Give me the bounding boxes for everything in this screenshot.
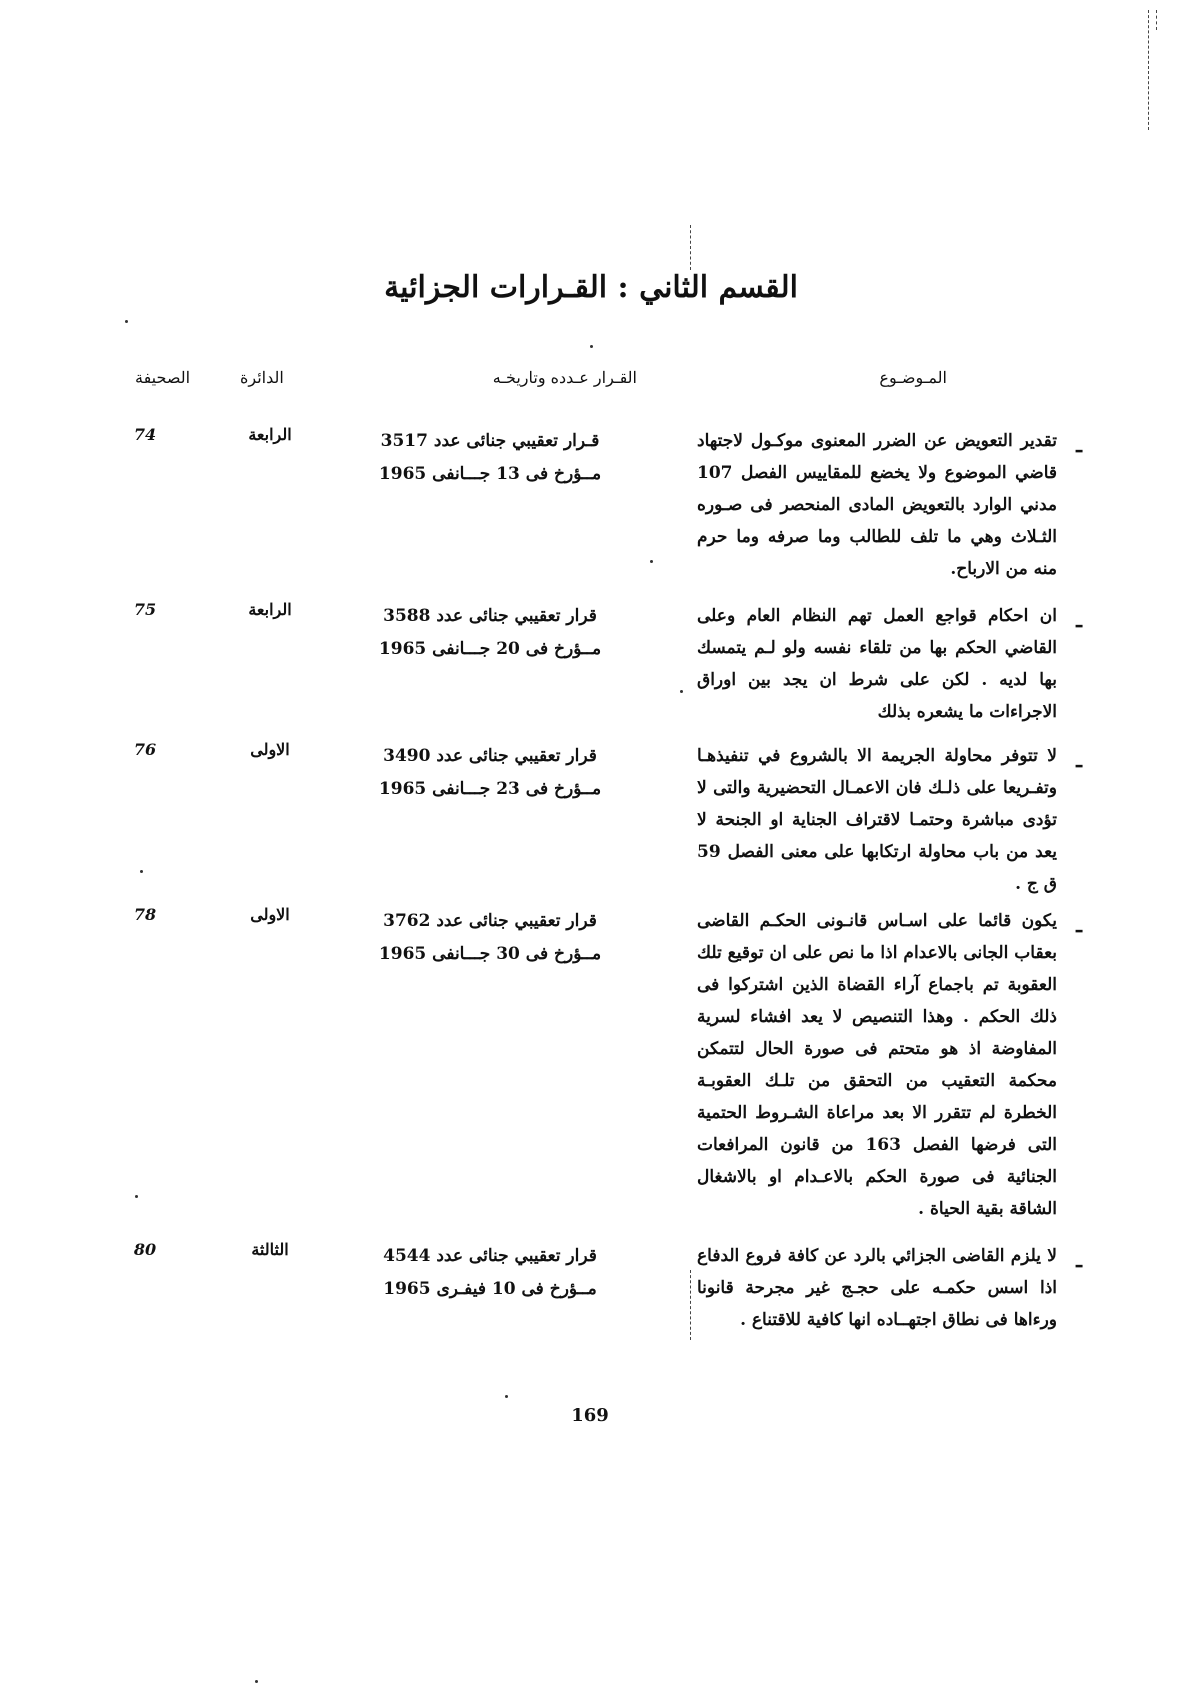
entry-subject: تقدير التعويض عن الضرر المعنوى موكـول لاجتهاد قاضي الموضوع ولا يخضع للمقاييس الفصل 107 مدني الوارد بالتعويض المادى المنحصر فى صـوره الثـلاث وهي ما تلف للطالب وما صرفه وما حرم منه من الارباح. xyxy=(697,431,1057,579)
scan-mark xyxy=(690,1270,691,1340)
column-header-chamber: الدائرة xyxy=(240,368,284,387)
entry-dash: ـ xyxy=(1076,608,1082,632)
entry-dash: ـ xyxy=(1076,913,1082,937)
entry-page-number: 78 xyxy=(133,905,157,924)
entry-decision xyxy=(335,905,645,971)
scan-speck xyxy=(140,870,143,873)
scan-speck xyxy=(680,690,683,693)
entry-page-number: 75 xyxy=(133,600,157,619)
decision-number: قرار تعقيبي جنائى عدد 3762 xyxy=(383,911,597,931)
decision-date: مــؤرخ فى 13 جـــانفى 1965 xyxy=(378,464,602,484)
entry-dash: ـ xyxy=(1076,1248,1082,1272)
decision-number: قرار تعقيبي جنائى عدد 3490 xyxy=(383,746,597,766)
entry-page-number: 80 xyxy=(133,1240,157,1259)
decision-date: مــؤرخ فى 10 فيفـرى 1965 xyxy=(383,1279,597,1299)
decision-date: مــؤرخ فى 23 جـــانفى 1965 xyxy=(378,779,602,799)
scan-mark xyxy=(1156,10,1157,30)
entry-page-number: 74 xyxy=(133,425,157,444)
decision-number: قرار تعقيبي جنائى عدد 4544 xyxy=(383,1246,597,1266)
entry-decision xyxy=(335,1240,645,1306)
entry-subject: لا يلزم القاضى الجزائي بالرد عن كافة فروع الدفاع اذا اسس حكمـه على حجـج غير مجرحة قانونا ورءاها فى نطاق اجتهــاده انها كافية للاقتناع . xyxy=(697,1246,1057,1330)
entry-dash: ـ xyxy=(1076,433,1082,457)
scan-speck xyxy=(255,1680,258,1683)
entry-subject: ان احكام قواجع العمل تهم النظام العام وعلى القاضي الحكم بها من تلقاء نفسه ولو لـم يتمسك بها لديه . لكن على شرط ان يجد بين اوراق الاجراءات ما يشعره بذلك xyxy=(697,606,1057,722)
entry-subject: يكون قائما على اسـاس قانـونى الحكـم القاضى بعقاب الجانى بالاعدام اذا ما نص على ان توقيع تلك العقوبة تم باجماع آراء القضاة الذين اشتركوا فى ذلك الحكم . وهذا التنصيص لا يعد افشاء لسرية المفاوضة اذ هو متحتم فى صورة الحال لتتمكن محكمة التعقيب من التحقق من تلـك العقوبـة الخطرة لم تتقرر الا بعد مراعاة الشـروط الحتمية التى فرضها الفصل 163 من قانون المرافعات الجنائية فى صورة الحكم بالاعـدام او بالاشغال الشاقة بقية الحياة . xyxy=(697,911,1057,1219)
footer-page-number: 169 xyxy=(571,1405,609,1426)
entry-decision xyxy=(335,425,645,491)
entry-chamber: الاولى xyxy=(250,905,290,924)
entry-page-number: 76 xyxy=(133,740,157,759)
entry-chamber: الاولى xyxy=(250,740,290,759)
decision-date: مــؤرخ فى 20 جـــانفى 1965 xyxy=(378,639,602,659)
page-title: القسم الثاني : القـرارات الجزائية xyxy=(384,270,798,305)
column-header-decision: القـرار عـدده وتاريخـه xyxy=(492,368,637,387)
entry-chamber: الرابعة xyxy=(248,600,292,619)
decision-number: قـرار تعقيبي جنائى عدد 3517 xyxy=(380,431,600,451)
scan-speck xyxy=(505,1395,508,1398)
scan-speck xyxy=(135,1195,138,1198)
column-headers xyxy=(0,368,1182,398)
entry-subject: لا تتوفر محاولة الجريمة الا بالشروع في تنفيذهـا وتفـريعا على ذلـك فان الاعمـال التحضيرية والتى لا تؤدى مباشرة وحتمـا لاقتراف الجناية او الجنحة لا يعد من باب محاولة ارتكابها على معنى الفصل 59 ق ج . xyxy=(697,746,1057,894)
scan-speck xyxy=(125,320,128,323)
scan-speck xyxy=(590,345,593,348)
entry-chamber: الثالثة xyxy=(251,1240,289,1259)
entry-decision xyxy=(335,740,645,806)
scan-speck xyxy=(650,560,653,563)
scan-mark xyxy=(1148,10,1149,130)
entry-dash: ـ xyxy=(1076,748,1082,772)
column-header-subject: المـوضـوع xyxy=(879,368,947,387)
entry-decision xyxy=(335,600,645,666)
scan-mark xyxy=(690,225,691,270)
entry-chamber: الرابعة xyxy=(248,425,292,444)
column-header-page: الصحيفة xyxy=(135,368,191,387)
decision-date: مــؤرخ فى 30 جـــانفى 1965 xyxy=(378,944,602,964)
decision-number: قرار تعقيبي جنائى عدد 3588 xyxy=(383,606,597,626)
